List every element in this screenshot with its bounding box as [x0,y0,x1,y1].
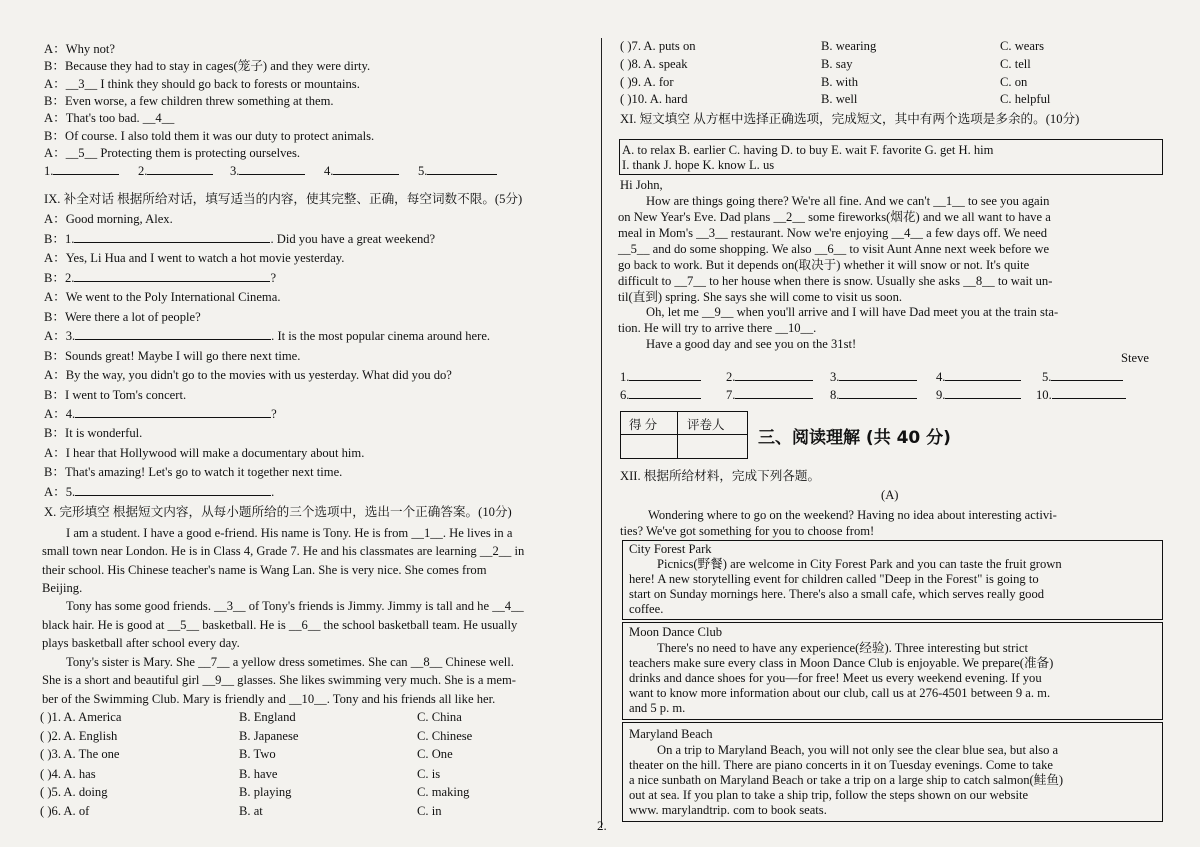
ad-line: start on Sunday mornings here. There's also a small cafe, which serves really good [629,587,1045,601]
option-b[interactable]: B. with [821,75,859,89]
option-b[interactable]: B. have [239,767,278,781]
option-c[interactable]: C. on [1000,75,1028,89]
section-10-title: X. 完形填空 根据短文内容，从每小题所给的三个选项中，选出一个正确答案。(10分) [44,505,512,519]
option-c[interactable]: C. wears [1000,39,1045,53]
answer-slot[interactable]: 2. [726,370,813,384]
ad-line: Picnics(野餐) are welcome in City Forest Park and you can taste the fruit grown [657,557,1062,571]
ad-line: coffee. [629,602,664,616]
dialogue-line: A：That's too bad. __4__ [44,111,175,125]
ad-line: There's no need to have any experience(经验). Three interesting but strict [657,641,1028,655]
dialogue-fill-line[interactable]: A：4. ? [44,407,277,421]
section-12-title: XII. 根据所给材料，完成下列各题。 [620,469,821,483]
letter-line: meal in Mom's __3__ restaurant. Now we're enjoying __4__ a few days off. We need [618,226,1048,240]
option-b[interactable]: B. Japanese [239,729,299,743]
dialogue-line: B：I went to Tom's concert. [44,388,187,402]
option-b[interactable]: B. at [239,804,263,818]
ad-line: want to know more information about our club, call us at 276-4501 between 9 a. m. [629,686,1051,700]
answer-slot[interactable]: 7. [726,388,813,402]
answer-slot[interactable]: 10. [1036,388,1126,402]
option-b[interactable]: B. playing [239,785,292,799]
dialogue-line: A：We went to the Poly International Cinema. [44,290,281,304]
answer-slot[interactable]: 8. [830,388,917,402]
intro-line: ties? We've got something for you to choose from! [620,524,875,538]
option-c[interactable]: C. One [417,747,453,761]
answer-slot[interactable]: 6. [620,388,701,402]
score-table [620,411,748,459]
answer-slot[interactable]: 3. [830,370,917,384]
dialogue-fill-line[interactable]: B：2. ? [44,271,277,285]
section-11-title: XI. 短文填空 从方框中选择正确选项，完成短文，其中有两个选项是多余的。(10分) [620,112,1080,126]
score-cell[interactable] [623,437,675,455]
cloze-text-line: their school. His Chinese teacher's name is Wang Lan. She is very nice. She comes from [42,563,487,577]
option-b[interactable]: B. wearing [821,39,877,53]
letter-line: Have a good day and see you on the 31st! [646,337,857,351]
letter-line: tion. He will try to arrive there __10__. [618,321,817,335]
ad-line: a nice sunbath on Maryland Beach or take a trip on a large ship to catch salmon(鲑鱼) [629,773,1064,787]
option-c[interactable]: C. is [417,767,441,781]
passage-label: (A) [881,488,899,502]
cloze-text-line: Tony's sister is Mary. She __7__ a yellow dress sometimes. She can __8__ Chinese well. [66,655,514,669]
letter-line: Oh, let me __9__ when you'll arrive and I will have Dad meet you at the train sta- [646,305,1059,319]
letter-line: __5__ and do some shopping. We also __6__ to visit Aunt Anne next week before we [618,242,1050,256]
dialogue-line: A：Yes, Li Hua and I went to watch a hot movie yesterday. [44,251,345,265]
answer-slot[interactable]: 9. [936,388,1021,402]
dialogue-line: A：Good morning, Alex. [44,212,173,226]
dialogue-line: B：It is wonderful. [44,426,143,440]
dialogue-line: B：Were there a lot of people? [44,310,201,324]
option-b[interactable]: B. well [821,92,858,106]
option-question[interactable]: ( )8. A. speak [620,57,688,71]
option-c[interactable]: C. Chinese [417,729,473,743]
ad-box-maryland-beach [622,722,1163,822]
letter-line: til(直到) spring. She says she will come to visit us soon. [618,290,903,304]
dialogue-line: A：__3__ I think they should go back to forests or mountains. [44,77,360,91]
column-divider [601,38,602,828]
cloze-text-line: Beijing. [42,581,83,595]
letter-line: How are things going there? We're all fine. And we can't __1__ to see you again [646,194,1050,208]
answer-slot[interactable]: 1. [620,370,701,384]
cloze-text-line: Tony has some good friends. __3__ of Tony's friends is Jimmy. Jimmy is tall and he __4__ [66,599,524,613]
answer-slot[interactable]: 4. [324,164,399,178]
dialogue-fill-line[interactable]: A：3. . It is the most popular cinema around here. [44,329,491,343]
ad-box-moon-dance-club [622,622,1163,720]
grader-cell[interactable] [681,437,743,455]
answer-slot[interactable]: 5. [1042,370,1123,384]
cloze-text-line: black hair. He is good at __5__ basketball. He is __6__ the school basketball team. He usually [42,618,518,632]
dialogue-line: A：I hear that Hollywood will make a documentary about him. [44,446,365,460]
ad-title: City Forest Park [629,542,712,556]
cloze-text-line: I am a student. I have a good e-friend. His name is Tony. He is from __1__. He lives in a [66,526,513,540]
letter-line: difficult to __7__ to her house when there is snow. Usually she asks __8__ to wait un- [618,274,1053,288]
option-b[interactable]: B. England [239,710,296,724]
ad-line: teachers make sure every class in Moon Dance Club is enjoyable. We prepare(准备) [629,656,1054,670]
letter-signature: Steve [1121,351,1149,365]
option-question[interactable]: ( )3. A. The one [40,747,120,761]
word-options-line: A. to relax B. earlier C. having D. to buy E. wait F. favorite G. get H. him [622,143,994,157]
option-b[interactable]: B. Two [239,747,276,761]
dialogue-line: B：Because they had to stay in cages(笼子) and they were dirty. [44,59,371,73]
option-question[interactable]: ( )7. A. puts on [620,39,696,53]
score-label: 得 分 [629,418,658,432]
dialogue-line: A：By the way, you didn't go to the movies with us yesterday. What did you do? [44,368,452,382]
answer-slot[interactable]: 5. [418,164,497,178]
answer-slot[interactable]: 1. [44,164,119,178]
dialogue-fill-line[interactable]: B：1. . Did you have a great weekend? [44,232,436,246]
part-3-title: 三、阅读理解 (共 40 分) [758,428,951,448]
word-options-line: I. thank J. hope K. know L. us [622,158,775,172]
dialogue-line: B：Sounds great! Maybe I will go there next time. [44,349,301,363]
answer-slot[interactable]: 3. [230,164,305,178]
ad-line: www. marylandtrip. com to book seats. [629,803,827,817]
ad-line: On a trip to Maryland Beach, you will not only see the clear blue sea, but also a [657,743,1059,757]
option-question[interactable]: ( )1. A. America [40,710,122,724]
grader-label: 评卷人 [687,418,725,432]
letter-greeting: Hi John, [620,178,663,192]
section-9-title: IX. 补全对话 根据所给对话，填写适当的内容，使其完整、正确，每空词数不限。(5分) [44,192,523,206]
option-c[interactable]: C. helpful [1000,92,1051,106]
option-question[interactable]: ( )10. A. hard [620,92,688,106]
answer-slot[interactable]: 2. [138,164,213,178]
page-number: 2. [597,818,607,833]
option-c[interactable]: C. in [417,804,442,818]
dialogue-line: B：Even worse, a few children threw something at them. [44,94,334,108]
ad-line: drinks and dance shoes for you—for free! Meet us every weekend evening. If you [629,671,1042,685]
dialogue-line: B：Of course. I also told them it was our duty to protect animals. [44,129,375,143]
ad-title: Maryland Beach [629,727,713,741]
cloze-text-line: small town near London. He is in Class 4, Grade 7. He and his classmates are learning __2__ in [42,544,525,558]
intro-line: Wondering where to go on the weekend? Having no idea about interesting activi- [648,508,1057,522]
option-question[interactable]: ( )4. A. has [40,767,96,781]
option-c[interactable]: C. making [417,785,470,799]
ad-line: out at sea. If you plan to take a ship trip, follow the steps shown on our website [629,788,1029,802]
cloze-text-line: She is a short and beautiful girl __9__ glasses. She likes swimming very much. She is a mem- [42,673,516,687]
ad-title: Moon Dance Club [629,625,723,639]
answer-slot[interactable]: 4. [936,370,1021,384]
option-question[interactable]: ( )6. A. of [40,804,90,818]
cloze-text-line: plays basketball after school every day. [42,636,240,650]
option-b[interactable]: B. say [821,57,853,71]
ad-line: here! A new storytelling event for children called "Deep in the Forest" is going to [629,572,1039,586]
dialogue-line: A：__5__ Protecting them is protecting ourselves. [44,146,301,160]
ad-line: theater on the hill. There are piano concerts in it on Tuesday evenings. Come to take [629,758,1053,772]
letter-line: go back to work. But it depends on(取决于) whether it will snow or not. It's quite [618,258,1030,272]
ad-line: and 5 p. m. [629,701,686,715]
dialogue-fill-line[interactable]: A：5. . [44,485,275,499]
option-question[interactable]: ( )9. A. for [620,75,674,89]
ad-box-city-forest-park [622,540,1163,620]
dialogue-line: B：That's amazing! Let's go to watch it together next time. [44,465,343,479]
cloze-text-line: ber of the Swimming Club. Mary is friendly and __10__. Tony and his friends all like her. [42,692,496,706]
option-c[interactable]: C. tell [1000,57,1031,71]
letter-line: on New Year's Eve. Dad plans __2__ some fireworks(烟花) and we all want to have a [618,210,1051,224]
option-c[interactable]: C. China [417,710,462,724]
word-options-box [619,139,1163,175]
dialogue-line: A：Why not? [44,42,115,56]
option-question[interactable]: ( )2. A. English [40,729,118,743]
option-question[interactable]: ( )5. A. doing [40,785,108,799]
